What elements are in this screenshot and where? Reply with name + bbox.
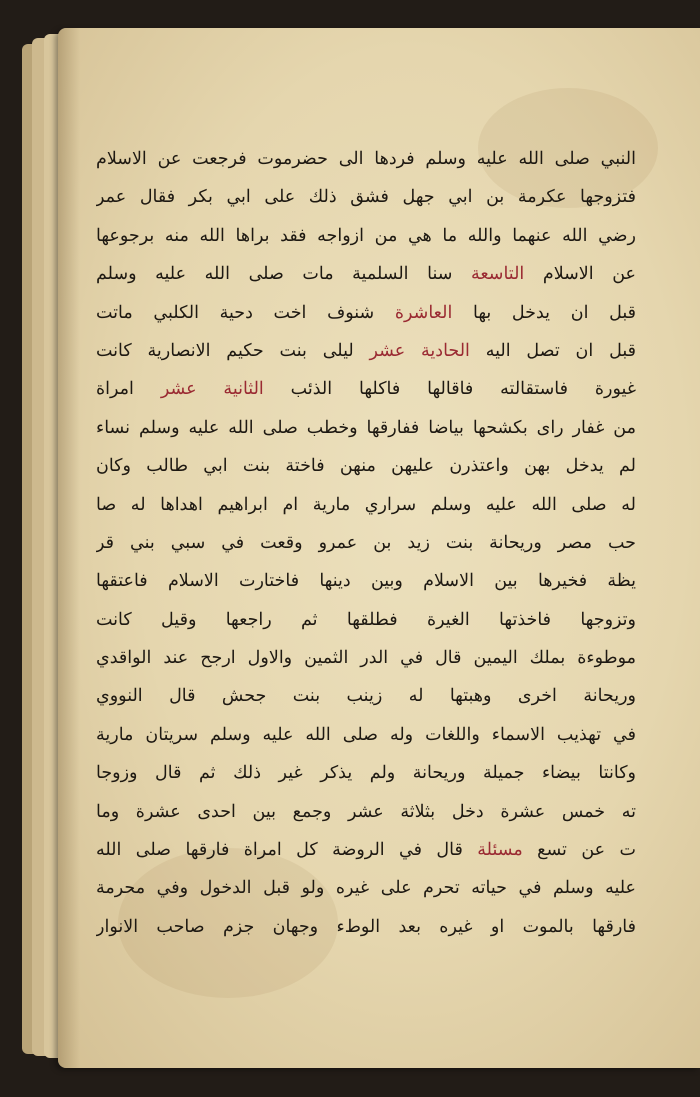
text-line bbox=[96, 908, 636, 946]
text-line bbox=[96, 486, 636, 524]
text-line bbox=[96, 524, 636, 562]
text-line bbox=[96, 716, 636, 754]
text-segment: لم يدخل بهن واعتذرن عليهن منهن فاختة بنت ابي طالب وكان bbox=[96, 456, 636, 477]
text-segment: قبل ان تصل اليه bbox=[469, 340, 636, 361]
manuscript-text bbox=[96, 140, 636, 946]
text-segment: في تهذيب الاسماء واللغات وله صلى الله عليه وسلم سريتان مارية bbox=[96, 724, 636, 745]
rubric-heading: الحادية عشر bbox=[369, 340, 470, 361]
text-segment: رضي الله عنهما والله ما هي من ازواجه فقد براها الله منه برجوعها bbox=[96, 225, 636, 246]
text-line bbox=[96, 140, 636, 178]
text-segment: النبي صلى الله عليه وسلم فردها الى حضرموت فرجعت عن الاسلام bbox=[96, 149, 636, 169]
text-segment: عليه وسلم في حياته تحرم على غيره ولو قبل الدخول وفي محرمة bbox=[96, 878, 636, 899]
rubric-heading: التاسعة bbox=[470, 264, 525, 285]
text-segment: غيورة فاستقالته فاقالها فاكلها الذئب bbox=[263, 379, 636, 400]
text-segment: امراة bbox=[96, 379, 161, 400]
text-segment: وتزوجها فاخذتها الغيرة فطلقها ثم راجعها وقيل كانت bbox=[96, 609, 636, 630]
text-segment: فتزوجها عكرمة بن ابي جهل فشق ذلك على ابي بكر فقال عمر bbox=[96, 187, 636, 208]
text-line bbox=[96, 639, 636, 677]
text-segment: فارقها بالموت او غيره بعد الوطء وجهان جزم صاحب الانوار bbox=[96, 916, 636, 937]
text-segment: حب مصر وريحانة بنت زيد بن عمرو وقعت في سبي بني قر bbox=[96, 532, 636, 553]
text-segment: من غفار راى بكشحها بياضا ففارقها وخطب صلى الله عليه وسلم نساء bbox=[96, 417, 636, 438]
rubric-heading: العاشرة bbox=[394, 302, 453, 323]
text-segment: ت عن تسع bbox=[522, 840, 636, 861]
text-segment: سنا السلمية مات صلى الله عليه وسلم bbox=[96, 264, 471, 285]
text-segment: عن الاسلام bbox=[524, 264, 636, 285]
text-segment: يظة فخيرها بين الاسلام وبين دينها فاختارت الاسلام فاعتقها bbox=[96, 571, 636, 592]
text-line bbox=[96, 869, 636, 907]
text-segment: ليلى بنت حكيم الانصارية كانت bbox=[96, 340, 370, 361]
text-segment: وكانتا بيضاء جميلة وريحانة ولم يذكر غير ذلك ثم قال وزوجا bbox=[96, 763, 636, 784]
text-line bbox=[96, 409, 636, 447]
text-segment: له صلى الله عليه وسلم سراري مارية ام ابراهيم اهداها له صا bbox=[96, 494, 636, 515]
text-line bbox=[96, 217, 636, 255]
text-segment: ته خمس عشرة دخل بثلاثة عشر وجمع بين احدى عشرة وما bbox=[96, 801, 636, 822]
text-line bbox=[96, 447, 636, 485]
text-line bbox=[96, 294, 636, 332]
text-segment: وريحانة اخرى وهبتها له زينب بنت جحش قال النووي bbox=[96, 686, 636, 707]
text-segment: قال في الروضة كل امراة فارقها صلى الله bbox=[96, 840, 478, 861]
text-line bbox=[96, 831, 636, 869]
text-segment: موطوءة بملك اليمين قال في الدر الثمين والاول ارجح عند الواقدي bbox=[96, 648, 636, 669]
rubric-heading: الثانية عشر bbox=[160, 379, 264, 400]
text-line bbox=[96, 793, 636, 831]
text-line bbox=[96, 601, 636, 639]
text-line bbox=[96, 562, 636, 600]
text-segment: قبل ان يدخل بها bbox=[452, 302, 636, 323]
text-line bbox=[96, 677, 636, 715]
text-line bbox=[96, 370, 636, 408]
rubric-heading: مسئلة bbox=[477, 840, 523, 861]
text-line bbox=[96, 754, 636, 792]
text-line bbox=[96, 178, 636, 216]
text-line bbox=[96, 332, 636, 370]
text-line bbox=[96, 255, 636, 293]
text-segment: شنوف اخت دحية الكلبي ماتت bbox=[96, 302, 395, 323]
